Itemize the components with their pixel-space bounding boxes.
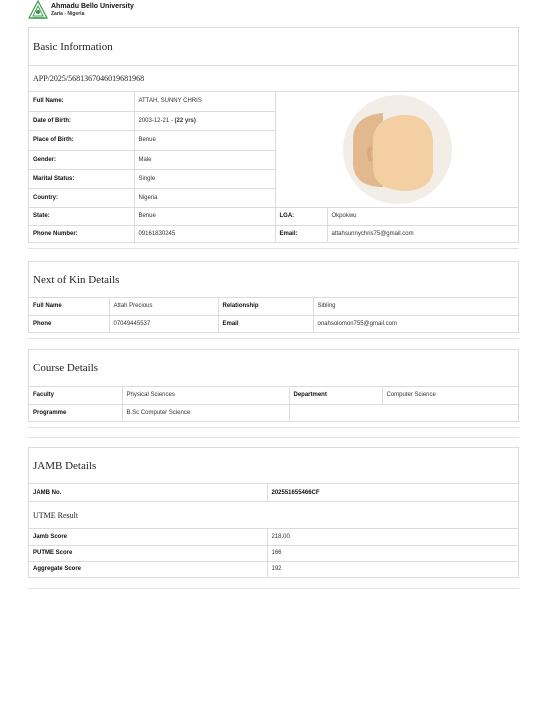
pob-value: Benue [134, 130, 275, 150]
kin-phone-value: 07049445537 [109, 315, 218, 332]
gender-label: Gender: [29, 150, 134, 169]
programme-value: B.Sc Computer Science [122, 404, 289, 421]
table-row [29, 225, 518, 242]
basic-information-table [29, 92, 518, 242]
jamb-score-label: Jamb Score [29, 529, 267, 545]
table-row [29, 92, 518, 111]
course-details-title: Course Details [29, 350, 518, 387]
table-row [29, 545, 518, 561]
state-value: Benue [134, 207, 275, 225]
next-of-kin-table [29, 298, 518, 332]
page-header [28, 0, 134, 20]
jamb-number-label: JAMB No. [29, 484, 267, 501]
university-location: Zaria - Nigeria [51, 11, 85, 17]
table-row [29, 207, 518, 225]
faculty-label: Faculty [29, 387, 122, 404]
kin-phone-label: Phone [29, 315, 109, 332]
programme-label: Programme [29, 404, 122, 421]
faculty-value: Physical Sciences [122, 387, 289, 404]
email-value: attahsunnychris75@gmail.com [327, 225, 518, 242]
kin-email-value: onahsolomon755@gmail.com [313, 315, 518, 332]
dob-date: 2003-12-21 - [138, 117, 175, 124]
department-label: Department [289, 387, 382, 404]
table-row [29, 315, 518, 332]
divider [28, 338, 519, 339]
divider [28, 248, 519, 249]
putme-score-label: PUTME Score [29, 545, 267, 561]
application-number: APP/2025/5681367046019681968 [29, 66, 518, 92]
divider [28, 588, 519, 589]
university-name: Ahmadu Bello University [51, 3, 134, 10]
utme-result-title: UTME Result [29, 501, 518, 529]
age-value: (22 yrs) [174, 117, 196, 124]
kin-full-name-value: Attah Precious [109, 298, 218, 315]
country-label: Country: [29, 188, 134, 207]
jamb-number-value: 202551655466CF [267, 484, 518, 501]
table-row [29, 298, 518, 315]
basic-information-section [28, 27, 519, 243]
aggregate-score-label: Aggregate Score [29, 561, 267, 577]
kin-relationship-label: Relationship [218, 298, 313, 315]
next-of-kin-section [28, 261, 519, 333]
jamb-score-value: 218.00 [267, 529, 518, 545]
empty-cell [289, 404, 518, 421]
dob-value [134, 111, 275, 130]
course-details-table [29, 387, 518, 421]
pob-label: Place of Birth: [29, 130, 134, 150]
email-label: Email: [275, 225, 327, 242]
table-row [29, 387, 518, 404]
phone-number-label: Phone Number: [29, 225, 134, 242]
full-name-value: ATTAH, SUNNY CHRIS [134, 92, 275, 111]
state-label: State: [29, 207, 134, 225]
divider [28, 427, 519, 428]
photo-cell [275, 92, 518, 207]
utme-result-table [29, 529, 518, 577]
marital-status-value: Single [134, 169, 275, 188]
university-logo [28, 0, 48, 20]
kin-relationship-value: Sibling [313, 298, 518, 315]
next-of-kin-title: Next of Kin Details [29, 262, 518, 298]
jamb-details-section [28, 447, 519, 578]
kin-email-label: Email [218, 315, 313, 332]
full-name-label: Full Name: [29, 92, 134, 111]
department-value: Computer Science [382, 387, 518, 404]
table-row [29, 484, 518, 501]
phone-number-value: 09161830245 [134, 225, 275, 242]
gender-value: Male [134, 150, 275, 169]
dob-label: Date of Birth: [29, 111, 134, 130]
lga-label: LGA: [275, 207, 327, 225]
aggregate-score-value: 192 [267, 561, 518, 577]
kin-full-name-label: Full Name [29, 298, 109, 315]
table-row [29, 529, 518, 545]
putme-score-value: 166 [267, 545, 518, 561]
country-value: Nigeria [134, 188, 275, 207]
divider [28, 437, 519, 438]
jamb-details-title: JAMB Details [29, 448, 518, 484]
university-title-block [51, 0, 134, 18]
applicant-photo [343, 95, 452, 204]
table-row [29, 404, 518, 421]
marital-status-label: Marital Status: [29, 169, 134, 188]
jamb-number-table [29, 484, 518, 501]
basic-information-title: Basic Information [29, 28, 518, 66]
table-row [29, 561, 518, 577]
lga-value: Okpokwu [327, 207, 518, 225]
course-details-section [28, 349, 519, 422]
